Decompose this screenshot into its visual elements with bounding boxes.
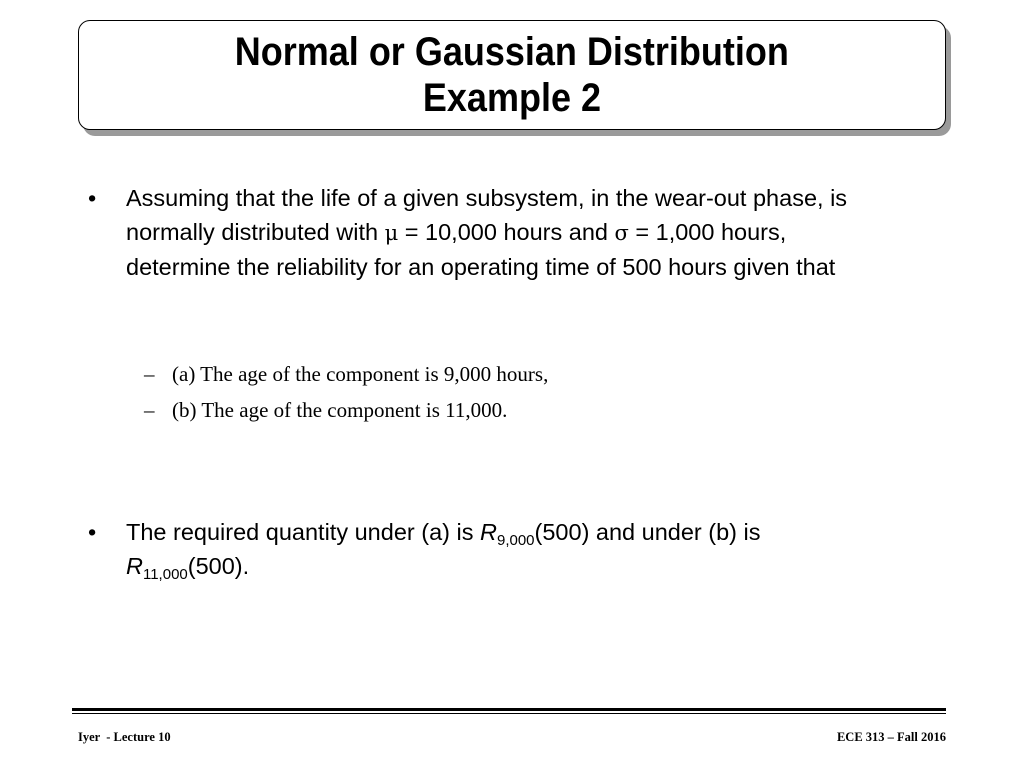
reliability-symbol: R — [480, 519, 497, 545]
bullet2-arg-b: (500). — [187, 553, 250, 579]
sub-item-dash: – — [144, 362, 155, 386]
sub-item-a-text: (a) The age of the component is 9,000 hours, — [172, 362, 549, 386]
sigma-symbol: σ — [614, 221, 629, 245]
bullet-mark: • — [88, 519, 97, 545]
footer-right: ECE 313 – Fall 2016 — [836, 730, 946, 744]
bullet-text-part-1: Assuming that the life of a given subsystem, in the wear-out phase, is normally distributed with — [126, 185, 848, 245]
reliability-symbol: R — [126, 553, 143, 579]
sub-item-a — [144, 360, 548, 388]
bullet-text — [126, 515, 888, 583]
bullet-mark: • — [88, 185, 97, 211]
footer-left: Iyer - Lecture 10 — [78, 730, 171, 744]
bullet-text-part-2: = 10,000 hours and — [398, 219, 615, 245]
footer-rule-thin — [72, 713, 946, 714]
bullet-required-quantity — [88, 515, 888, 583]
bullet2-arg-a: (500) and under (b) is — [534, 519, 761, 545]
mu-symbol: μ — [384, 221, 399, 245]
sub-item-dash: – — [144, 398, 155, 422]
bullet2-part-1: The required quantity under (a) is — [126, 519, 480, 545]
subscript-b: 11,000 — [142, 566, 188, 583]
title-box — [78, 20, 946, 130]
subscript-a: 9,000 — [496, 532, 535, 549]
sub-item-b — [144, 396, 507, 424]
slide-title-line-1: Normal or Gaussian Distribution — [234, 30, 790, 74]
sub-item-b-text: (b) The age of the component is 11,000. — [172, 398, 508, 422]
bullet-problem-statement — [88, 181, 888, 284]
bullet-text — [126, 181, 888, 284]
footer-rule-thick — [72, 708, 946, 711]
slide-title-line-2: Example 2 — [422, 76, 602, 120]
bullet-text-part-3: = 1,000 hours, determine the reliability for an operating time of 500 hours given that — [126, 219, 836, 280]
